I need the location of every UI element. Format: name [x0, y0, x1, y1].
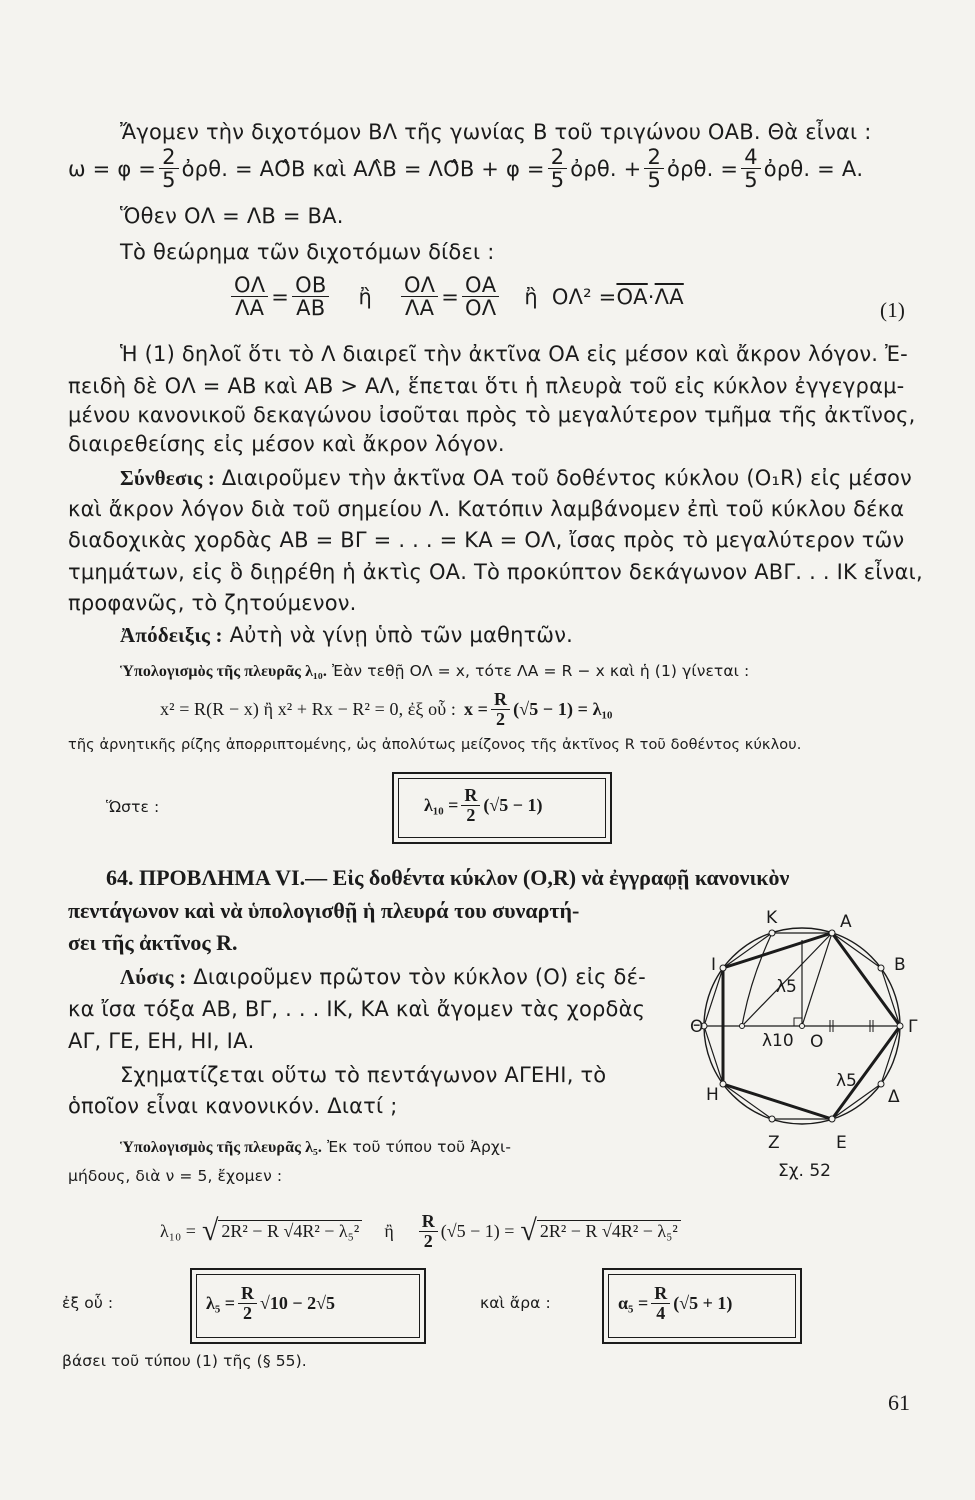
label-lambda10: λ10 — [762, 1031, 794, 1051]
ex-ou-label: ἐξ οὗ : — [62, 1294, 114, 1312]
result-box-l5 — [190, 1268, 426, 1344]
figure-caption: Σχ. 52 — [778, 1161, 832, 1181]
synthesis-text-1: Διαιροῦμεν τὴν ἀκτῖνα ΟΑ τοῦ δοθέντος κύκλου (Ο₁R) εἰς μέσον — [221, 466, 912, 490]
fraction-r-2 — [491, 690, 510, 729]
pentagon-line-1: Σχηματίζεται οὕτω τὸ πεντάγωνον ΑΓΕΗΙ, τὸ — [120, 1063, 607, 1087]
label-z: Ζ — [768, 1133, 780, 1153]
or-word: ἢ — [524, 284, 538, 309]
calc-l5-line-2: μήδους, διὰ ν = 5, ἔχομεν : — [68, 1167, 283, 1185]
segment-la: $\overline{\Lambda A}$ — [654, 284, 684, 309]
basei-line: βάσει τοῦ τύπου (1) τῆς (§ 55). — [62, 1352, 307, 1370]
frac-den: 4 — [656, 1302, 666, 1323]
fraction-ol-la — [231, 274, 268, 319]
eq-angles-part-d: ὀρθ. = — [667, 156, 739, 181]
fraction-2-5-c — [644, 146, 664, 191]
fraction-oa-ol — [462, 274, 499, 319]
figure-52-decagon — [690, 900, 935, 1190]
text-line-3: Ὅθεν ΟΛ = ΛΒ = ΒΑ. — [120, 204, 344, 228]
frac-num: 2 — [159, 146, 179, 169]
frac-num: 2 — [548, 146, 568, 169]
calc-l5-label: Ὑπολογισμὸς τῆς πλευρᾶς λ₅. — [120, 1139, 323, 1156]
label-theta: Θ — [690, 1017, 704, 1037]
fraction-r-2-box — [461, 786, 480, 825]
eq-l10-part-c: (√5 − 1) = λ₁₀ — [513, 698, 613, 719]
point-gamma — [897, 1023, 903, 1029]
equation-bisector — [228, 274, 684, 319]
label-k: Κ — [766, 908, 778, 928]
point-b — [878, 965, 884, 971]
result-l5-formula — [206, 1284, 335, 1323]
label-gamma: Γ — [908, 1017, 918, 1037]
text-line-1: Ἄγομεν τὴν διχοτόμον ΒΛ τῆς γωνίας Β τοῦ τριγώνου ΟΑΒ. Θὰ εἶναι : — [120, 120, 872, 144]
frac-den: 2 — [423, 1230, 433, 1251]
equation-archimedes — [160, 1212, 681, 1251]
problem-title-line-3: σει τῆς ἀκτῖνος R. — [68, 930, 238, 955]
construction-arc — [742, 933, 772, 1026]
box2-right: √10 − 2√5 — [260, 1292, 336, 1313]
eq-angles-part-e: ὀρθ. = Α. — [763, 156, 864, 181]
text-line-4: Τὸ θεώρημα τῶν διχοτόμων δίδει : — [120, 240, 495, 264]
frac-num: R — [238, 1284, 257, 1304]
eq5-radicand-2: 2R² − R √4R² − λ₅² — [537, 1220, 681, 1242]
frac-num: ΟΛ — [401, 274, 438, 297]
calc-l5-line — [120, 1138, 511, 1157]
frac-num: 4 — [741, 146, 761, 169]
box2-left: λ₅ = — [206, 1292, 235, 1313]
label-o: Ο — [810, 1032, 824, 1052]
point-a — [829, 930, 835, 936]
ol-squared: ΟΛ² = — [551, 284, 617, 309]
label-b: Β — [894, 955, 906, 975]
solution-line-2: κα ἴσα τόξα ΑΒ, ΒΓ, . . . ΙΚ, ΚΑ καὶ ἄγομεν τὰς χορδὰς — [68, 997, 646, 1021]
box1-right: (√5 − 1) — [483, 794, 543, 815]
segment-oa: $\overline{OA}$ — [616, 284, 648, 309]
frac-den: ΛΑ — [235, 296, 265, 321]
fraction-4-5 — [741, 146, 761, 191]
equation-angles — [68, 146, 863, 191]
point-h — [720, 1081, 726, 1087]
frac-den: ΛΑ — [405, 296, 435, 321]
calc-l10-text: Ἐὰν τεθῇ ΟΛ = x, τότε ΛΑ = R − x καὶ ἡ (1) γίνεται : — [331, 662, 750, 680]
negative-root-line: τῆς ἀρνητικῆς ρίζης ἀπορριπτομένης, ὡς ἀπολύτως μείζονος τῆς ἀκτῖνος R τοῦ δοθέντος κύκλου. — [68, 737, 802, 753]
box1-left: λ₁₀ = — [424, 794, 459, 815]
fraction-ol-la-2 — [401, 274, 438, 319]
calc-l10-label: Ὑπολογισμὸς τῆς πλευρᾶς λ₁₀. — [120, 663, 327, 680]
frac-den: 5 — [647, 168, 662, 193]
paragraph-1-line-2: πειδὴ δὲ ΟΛ = ΑΒ καὶ ΑΒ > ΑΛ, ἕπεται ὅτι ἡ πλευρὰ τοῦ εἰς κύκλον ἐγγεγραμ- — [68, 374, 905, 398]
or-word: ἢ — [358, 284, 372, 309]
synthesis-line-3: διαδοχικὰς χορδὰς ΑΒ = ΒΓ = . . . = ΚΑ = ΟΛ, ἴσας πρὸς τὸ μεγαλύτερον τῶν — [68, 528, 905, 552]
label-delta: Δ — [888, 1087, 900, 1107]
frac-den: ΟΛ — [465, 296, 497, 321]
point-k — [769, 930, 775, 936]
synthesis-line-5: προφανῶς, τὸ ζητούμενον. — [68, 591, 357, 615]
synthesis-line-1 — [120, 466, 912, 491]
result-box-l10 — [392, 772, 612, 844]
frac-num: R — [491, 690, 510, 710]
point-lambda — [740, 1024, 745, 1029]
radical-sign: √ — [201, 1214, 219, 1248]
frac-num: 2 — [644, 146, 664, 169]
eq5-middle: (√5 − 1) = — [440, 1220, 515, 1241]
synthesis-label: Σύνθεσις : — [120, 466, 215, 490]
equation-l10 — [160, 690, 613, 729]
radical-sign-2: √ — [520, 1214, 537, 1248]
frac-den: 2 — [243, 1302, 252, 1323]
point-i — [720, 965, 726, 971]
synthesis-line-4: τμημάτων, εἰς ὃ διῃρέθη ἡ ἀκτὶς ΟΑ. Τὸ προκύπτον δεκάγωνον ΑΒΓ. . . ΙΚ εἶναι, — [68, 560, 923, 584]
paragraph-1-line-4: διαιρεθείσης εἰς μέσον καὶ ἄκρον λόγον. — [68, 432, 505, 456]
equals-sign: = — [441, 284, 460, 309]
equation-number-1: (1) — [880, 298, 906, 322]
calc-l10-line — [120, 662, 749, 681]
pentagon-line-2: ὁποῖον εἶναι κανονικόν. Διατί ; — [68, 1094, 398, 1118]
result-l10-formula — [424, 786, 543, 825]
result-box-a5 — [602, 1268, 802, 1344]
eq-l10-part-a: x² = R(R − x) ἢ x² + Rx − R² = 0, ἐξ οὗ : — [160, 698, 456, 719]
frac-den: 2 — [466, 804, 476, 825]
fraction-2-5-b — [548, 146, 568, 191]
synthesis-line-2: καὶ ἄκρον λόγον διὰ τοῦ σημείου Λ. Κατόπιν λαμβάνομεν ἐπὶ τοῦ κύκλου δέκα — [68, 497, 905, 521]
frac-num: R — [461, 786, 480, 806]
point-delta — [878, 1081, 884, 1087]
proof-label: Ἀπόδειξις : — [120, 623, 223, 647]
eq-angles-part-c: ὀρθ. + — [570, 156, 642, 181]
eq5-left: λ₁₀ = — [160, 1220, 196, 1241]
solution-line-1 — [120, 965, 646, 990]
hoste-label: Ὥστε : — [106, 798, 160, 816]
box3-left: α₅ = — [618, 1292, 649, 1313]
frac-num: ΟΛ — [231, 274, 268, 297]
point-z — [769, 1116, 775, 1122]
radius-oa — [802, 933, 832, 1026]
frac-den: 5 — [162, 168, 176, 193]
frac-den: 5 — [550, 168, 565, 193]
label-h: Η — [706, 1085, 719, 1105]
label-lambda5-a: λ5 — [776, 977, 797, 997]
or-word: ἢ — [384, 1220, 394, 1241]
frac-den: 5 — [744, 168, 758, 193]
label-a: Α — [840, 912, 852, 932]
page-number: 61 — [888, 1390, 910, 1415]
solution-text-1: Διαιροῦμεν πρῶτον τὸν κύκλον (Ο) εἰς δέ- — [193, 965, 646, 989]
dot-operator: · — [647, 284, 655, 309]
frac-den: 2 — [496, 708, 506, 729]
fraction-ob-ab — [292, 274, 329, 319]
solution-line-3: ΑΓ, ΓΕ, ΕΗ, ΗΙ, ΙΑ. — [68, 1029, 255, 1053]
label-i: Ι — [711, 955, 717, 975]
equals-sign: = — [271, 284, 290, 309]
box3-right: (√5 + 1) — [673, 1292, 733, 1313]
frac-den: ΑΒ — [296, 296, 326, 321]
label-e: Ε — [836, 1133, 847, 1153]
eq-angles-part-b: ὀρθ. = ΑΟ̂Β καὶ ΑΛ̂Β = ΛΟ̂Β + φ = — [181, 156, 545, 181]
fraction-2-5 — [159, 146, 179, 191]
fraction-r-2-eq5 — [419, 1212, 438, 1251]
fraction-r-2-box2 — [238, 1284, 257, 1323]
proof-line — [120, 623, 573, 648]
frac-num: ΟΒ — [292, 274, 329, 297]
eq-angles-part-a: ω = φ = — [68, 156, 157, 181]
paragraph-1-line-1: Ἡ (1) δηλοῖ ὅτι τὸ Λ διαιρεῖ τὴν ἀκτῖνα ΟΑ εἰς μέσον καὶ ἄκρον λόγον. Ἐ- — [120, 342, 908, 366]
frac-num: R — [651, 1284, 670, 1304]
problem-title-line-2: πεντάγωνον καὶ νὰ ὑπολογισθῇ ἡ πλευρά του συναρτή- — [68, 898, 580, 923]
point-o — [800, 1024, 805, 1029]
frac-num: R — [419, 1212, 438, 1232]
eq5-radicand-1: 2R² − R √4R² − λ₅² — [218, 1220, 362, 1242]
proof-text: Αὐτὴ νὰ γίνῃ ὑπὸ τῶν μαθητῶν. — [229, 623, 574, 647]
solution-label: Λύσις : — [120, 965, 187, 989]
frac-num: ΟΑ — [462, 274, 499, 297]
problem-title-line-1: 64. ΠΡΟΒΛΗΜΑ VI.— Εἰς δοθέντα κύκλον (Ο,R) νὰ ἐγγραφῇ κανονικὸν — [106, 865, 790, 890]
fraction-r-4 — [651, 1284, 670, 1323]
label-lambda5-b: λ5 — [836, 1071, 857, 1091]
kai-ara-label: καὶ ἄρα : — [480, 1294, 551, 1312]
calc-l5-text: Ἐκ τοῦ τύπου τοῦ Ἀρχι- — [327, 1138, 512, 1156]
paragraph-1-line-3: μένου κανονικοῦ δεκαγώνου ἰσοῦται πρὸς τὸ μεγαλύτερον τμῆμα τῆς ἀκτῖνος, — [68, 403, 916, 427]
eq-l10-part-b: x = — [463, 698, 489, 719]
result-a5-formula — [618, 1284, 732, 1323]
point-e — [829, 1116, 835, 1122]
